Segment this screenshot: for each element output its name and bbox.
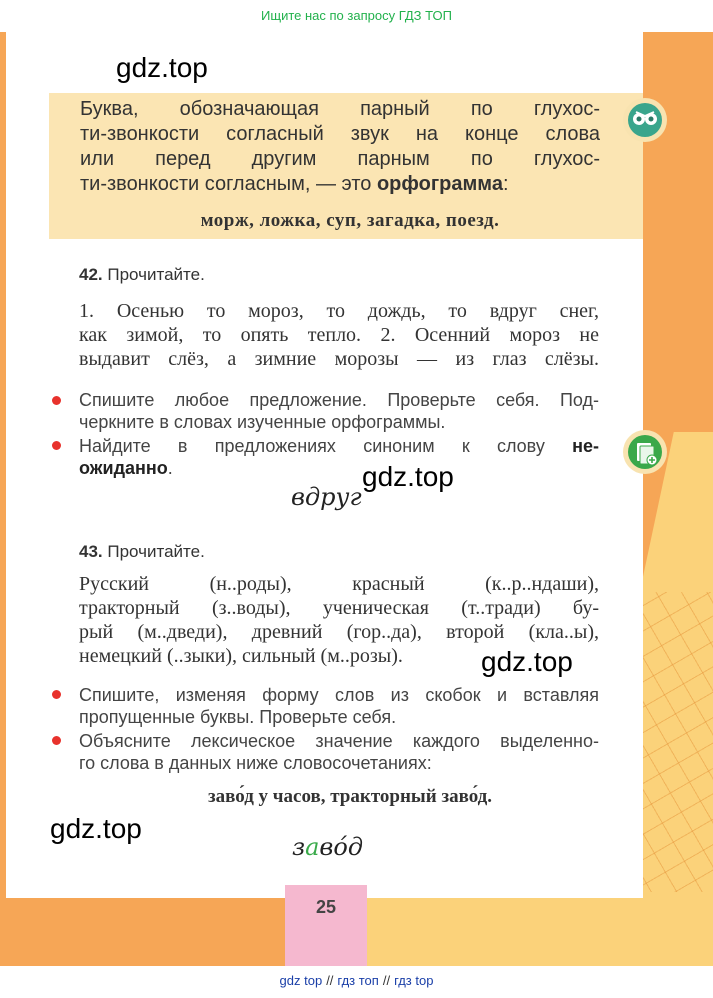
exercise-43-title [79,542,205,562]
bullet [52,736,64,748]
top-banner[interactable]: Ищите нас по запросу ГДЗ ТОП [261,8,452,23]
exercise-line: тракторный (з..воды), ученическая (т..тради) бу- [79,597,599,619]
task-line: Спишите любое предложение. Проверьте себя. Под- [79,390,599,410]
task-line: черкните в словах изученные орфограммы. [79,412,446,432]
rule-example: морж, ложка, суп, загадка, поезд. [200,210,500,231]
page-number: 25 [315,897,337,917]
exercise-line: как зимой, то опять тепло. 2. Осенний мороз не [79,324,599,346]
exercise-42-task-1 [79,389,599,433]
task-line: го слова в данных ниже словосочетаниях: [79,753,432,773]
bullet [52,690,64,702]
watermark: gdz.top [116,52,208,83]
notebook-icon [623,430,667,474]
exercise-42-task-2 [79,435,599,479]
watermark: gdz.top [481,646,573,677]
exercise-43-label: Прочитайте. [107,542,205,561]
answer-part: во́д [319,833,364,861]
handwritten-answer [292,833,363,861]
answer-part: з [292,833,306,861]
bullet [52,396,64,408]
rule-term: орфограмма [376,173,503,195]
bottom-link[interactable]: гдз top [394,973,434,988]
exercise-42-number: 42. [79,265,103,284]
task-line: пропущенные буквы. Проверьте себя. [79,707,397,727]
handwritten-answer: вдруг [291,483,362,511]
rule-line: Буква, обозначающая парный по глухос- [80,98,600,120]
exercise-line: выдавит слёз, а зимние морозы — из глаз слёзы. [79,348,599,370]
bullet [52,441,64,453]
exercise-line: немецкий (..зыки), сильный (м..розы). [79,645,403,667]
separator: // [382,973,391,988]
rule-line: ти-звонкости согласный звук на конце слова [80,123,600,145]
exercise-42-title [79,265,205,285]
example-phrase: заво́д у часов, тракторный заво́д. [207,786,493,807]
task-end: . [167,458,173,478]
task-line: Спишите, изменяя форму слов из скобок и вставляя [79,685,599,705]
bottom-banner [0,966,713,996]
task-bold: ожиданно [79,458,168,478]
rule-text [80,97,600,197]
exercise-42-text [79,299,599,371]
task-line: Объясните лексическое значение каждого выделенно- [79,731,599,751]
exercise-43-task-1 [79,684,599,728]
exercise-42-label: Прочитайте. [107,265,205,284]
exercise-line: рый (м..дведи), древний (гор..да), второй (кла..ы), [79,621,599,643]
rule-line: или перед другим парным по глухос- [80,148,600,170]
watermark: gdz.top [50,813,142,844]
bottom-link[interactable]: гдз топ [337,973,379,988]
exercise-line: Русский (н..роды), красный (к..р..ндаши), [79,573,599,595]
exercise-43-number: 43. [79,542,103,561]
task-bold: не- [572,436,599,456]
rule-term-suffix: : [502,173,509,195]
task-line: Найдите в предложениях синоним к слову [79,436,545,456]
owl-icon [623,98,667,142]
answer-highlight: а [305,833,320,861]
rule-line: ти-звонкости согласным, — это [80,173,372,195]
separator: // [326,973,334,988]
watermark: gdz.top [362,461,454,492]
exercise-line: 1. Осенью то мороз, то дождь, то вдруг снег, [79,300,599,322]
bottom-link[interactable]: gdz top [279,973,323,988]
rule-line-last [80,172,600,197]
exercise-43-task-2 [79,730,599,774]
